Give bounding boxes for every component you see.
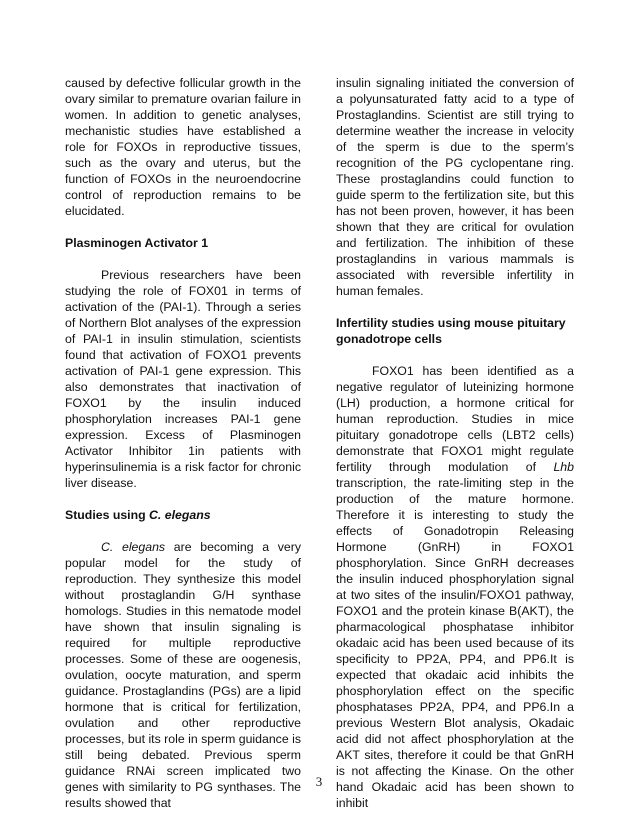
paragraph: insulin signaling initiated the conversion of a polyunsaturated fatty acid to a type of Prostaglandins. Scientist are still trying to determine weather the increase in velocity of the sperm is due to the sperm’s recognition of the PG cyclopentane ring. These prostaglandins could function to guide sperm to the fertilization site, but this has not been proven, however, it has been shown that they are critical for ovulation and fertilization. The inhibition of these prostaglandins in various mammals is associated with reversible infertility in human females. (336, 76, 574, 298)
species-name: C. elegans (101, 540, 166, 554)
right-column (336, 75, 574, 811)
heading-italic: C. elegans (149, 508, 211, 522)
paragraph (336, 363, 574, 811)
page-number: 3 (315, 774, 323, 789)
paragraph (65, 539, 301, 811)
paragraph: caused by defective follicular growth in the ovary similar to premature ovarian failure in women. In addition to genetic analyses, mechanistic studies have established a role for FOXOs in reproductive tissues, such as the ovary and uterus, but the function of FOXOs in the neuroendocrine control of reproduction remains to be elucidated. (65, 76, 301, 218)
paragraph: Previous researchers have been studying the role of FOX01 in terms of activation of the (PAI-1). Through a series of Northern Blot analyses of the expression of PAI-1 in insulin stimulation, scientists found that activation of FOXO1 prevents activation of PAI-1 gene expression. This also demonstrates that inactivation of FOXO1 by the insulin induced phosphorylation increases PAI-1 gene expression. Excess of Plasminogen Activator Inhibitor 1in patients with hyperinsulinemia is a risk factor for chronic liver disease. (65, 268, 301, 490)
gene-name: Lhb (553, 460, 574, 474)
section-heading-infertility: Infertility studies using mouse pituitary gonadotrope cells (336, 316, 566, 346)
heading-text: Studies using (65, 508, 150, 522)
left-column (65, 75, 301, 811)
paragraph-text: are becoming a very popular model for the study of reproduction. They synthesize this model without prostaglandin G/H synthase homologs. Studies in this nematode model have shown that insulin signaling is required for multiple reproductive processes. Some of these are oogenesis, ovulation, oocyte maturation, and sperm guidance. Prostaglandins (PGs) are a lipid hormone that is critical for fertilization, ovulation and other reproductive processes, but its role in sperm guidance is still being debated. Previous sperm guidance RNAi screen implicated two genes with similarity to PG synthases. The results showed that (65, 540, 302, 810)
section-heading-pai1: Plasminogen Activator 1 (65, 236, 209, 250)
paragraph-text: transcription, the rate-limiting step in the production of the mature hormone. Therefore it is interesting to study the effects of Gonadotropin Releasing Hormone (GnRH) in FOXO1 phosphorylation. Since GnRH decreases the insulin induced phosphorylation signal at two sites of the insulin/FOXO1 pathway, FOXO1 and the protein kinase B(AKT), the pharmacological phosphatase inhibitor okadaic acid has been used because of its specificity to PP2A, PP4, and PP6.It is expected that okadaic acid inhibits the phosphorylation effect on the specific phosphatases PP2A, PP4, and PP6.In a previous Western Blot analysis, Okadaic acid did not affect phosphorylation at the AKT sites, therefore it could be that GnRH is not affecting the Kinase. On the other hand Okadaic acid has been shown to inhibit (336, 476, 574, 810)
section-heading-c-elegans (65, 507, 301, 523)
paragraph-text: FOXO1 has been identified as a negative regulator of luteinizing hormone (LH) production, a hormone critical for human reproduction. Studies in mice pituitary gonadotrope cells (LBT2 cells) demonstrate that FOXO1 might regulate fertility through modulation of (336, 364, 574, 474)
